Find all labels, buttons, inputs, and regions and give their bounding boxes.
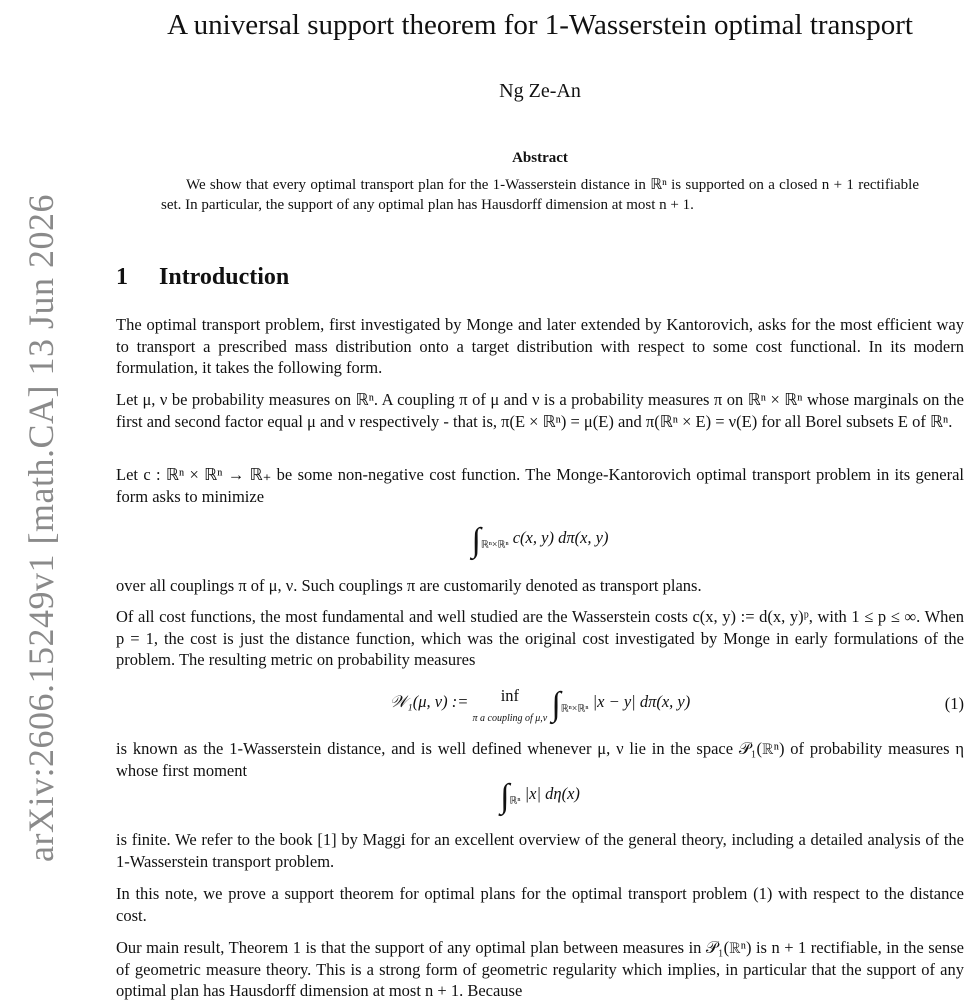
- equation-lhs: 𝒲₁(μ, ν) :=: [389, 692, 469, 711]
- integrand: |x| dη(x): [524, 784, 580, 803]
- section-heading: [116, 264, 289, 291]
- moment-integral-equation: [116, 778, 964, 816]
- arxiv-identifier-sidebar: [18, 0, 64, 1000]
- paragraph-7: is finite. We refer to the book [1] by Maggi for an excellent overview of the general theory, including a detailed analysis of the 1-Wasserstein transport problem.: [116, 830, 964, 871]
- integral-domain: ℝⁿ×ℝⁿ: [480, 539, 509, 551]
- paragraph-2: Let μ, ν be probability measures on ℝⁿ. A coupling π of μ and ν is a probability measures π on ℝⁿ × ℝⁿ whose marginals on the first and second factor equal μ and ν respectively - that is, π(E × ℝⁿ) = μ(E) and π(ℝⁿ × E) = ν(E) for all Borel subsets E of ℝⁿ.: [116, 390, 964, 431]
- infimum-subscript: π a coupling of μ,ν: [472, 713, 548, 724]
- infimum: inf π a coupling of μ,ν: [472, 686, 548, 724]
- paper-title: A universal support theorem for 1-Wasserstein optimal transport: [167, 9, 913, 41]
- integral-sign: ∫: [471, 522, 481, 559]
- integral-domain: ℝⁿ: [509, 795, 521, 807]
- abstract-heading: Abstract: [512, 150, 568, 166]
- section-title: Introduction: [159, 264, 290, 290]
- paragraph-4: over all couplings π of μ, ν. Such couplings π are customarily denoted as transport plans.: [116, 576, 702, 595]
- section-number: 1: [116, 264, 128, 290]
- integrand: c(x, y) dπ(x, y): [512, 528, 609, 547]
- paragraph-5: Of all cost functions, the most fundamental and well studied are the Wasserstein costs c(x, y) := d(x, y)ᵖ, with 1 ≤ p ≤ ∞. When p = 1, the cost is just the distance function, which was the original cost investigated by Monge in early formulations of the problem. The resulting metric on probability measures: [116, 607, 964, 669]
- integral-sign: ∫: [551, 686, 561, 723]
- integrand: |x − y| dπ(x, y): [592, 692, 691, 711]
- integral-domain: ℝⁿ×ℝⁿ: [560, 703, 589, 715]
- cost-integral-equation: [116, 522, 964, 560]
- paragraph-9: Our main result, Theorem 1 is that the support of any optimal plan between measures in 𝒫₁(ℝⁿ) is n + 1 rectifiable, in the sense of geometric measure theory. This is a strong form of geometric regularity which implies, in particular that the support of any optimal plan has Hausdorff dimension at most n + 1. Because: [116, 938, 964, 1000]
- equation-number: (1): [944, 694, 964, 713]
- paragraph-1: The optimal transport problem, first investigated by Monge and later extended by Kantorovich, asks for the most efficient way to transport a prescribed mass distribution onto a target distribution with respect to some cost functional. In its modern formulation, it takes the following form.: [116, 315, 964, 377]
- arxiv-identifier: arXiv:2606.15249v1 [math.CA] 13 Jun 2026: [21, 194, 61, 862]
- paragraph-3: Let c : ℝⁿ × ℝⁿ → ℝ₊ be some non-negative cost function. The Monge-Kantorovich optimal transport problem in its general form asks to minimize: [116, 465, 964, 506]
- abstract-text: We show that every optimal transport plan for the 1-Wasserstein distance in ℝⁿ is supported on a closed n + 1 rectifiable set. In particular, the support of any optimal plan has Hausdorff dimension at most n + 1.: [161, 177, 919, 213]
- integral-sign: ∫: [500, 778, 510, 815]
- wasserstein-equation: [116, 686, 964, 726]
- paragraph-6: is known as the 1-Wasserstein distance, and is well defined whenever μ, ν lie in the space 𝒫₁(ℝⁿ) of probability measures η whose first moment: [116, 739, 964, 780]
- paragraph-8: In this note, we prove a support theorem for optimal plans for the optimal transport problem (1) with respect to the distance cost.: [116, 884, 964, 925]
- author-name: Ng Ze-An: [499, 80, 581, 102]
